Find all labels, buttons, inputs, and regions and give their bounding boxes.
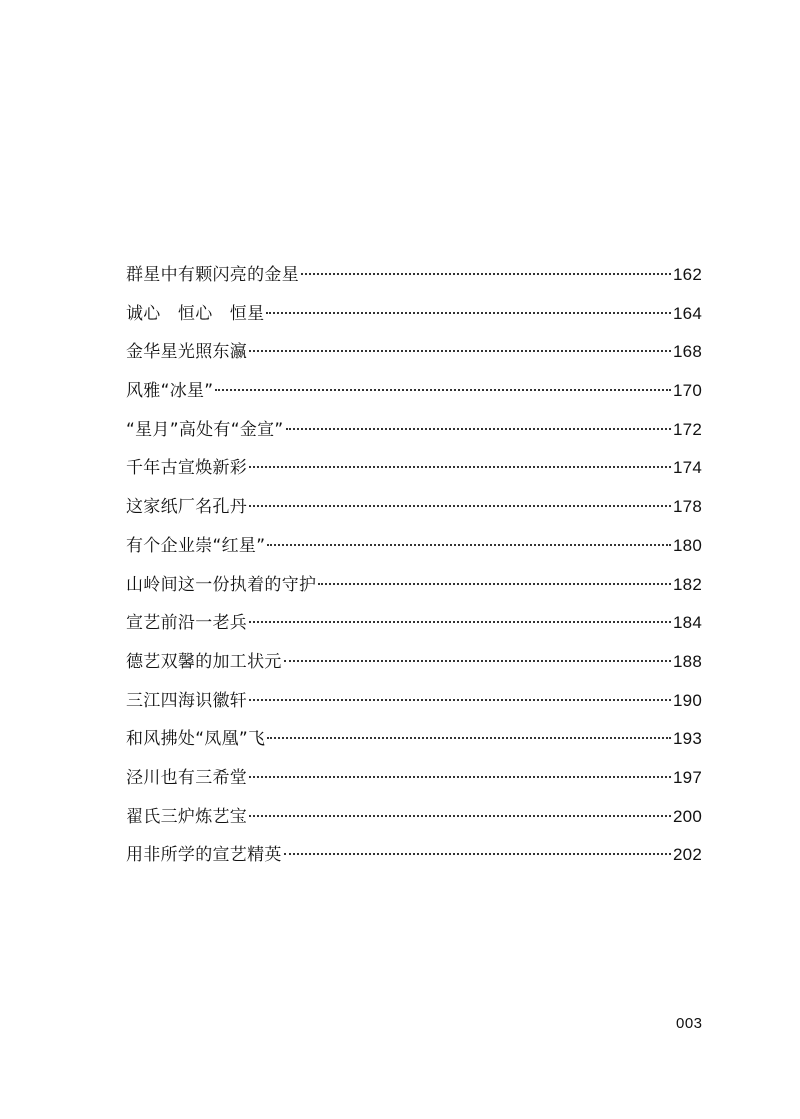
toc-entry[interactable]: [126, 836, 702, 875]
toc-dot-leader: [267, 544, 671, 546]
toc-dot-leader: [249, 466, 671, 468]
toc-entry-title: 泾川也有三希堂: [126, 767, 248, 788]
toc-entry-page: 190: [673, 690, 702, 710]
toc-entry-title: 诚心 恒心 恒星: [126, 303, 265, 324]
toc-entry-page: 164: [673, 303, 702, 323]
toc-entry-page: 193: [673, 729, 702, 749]
toc-entry[interactable]: [126, 604, 702, 643]
toc-dot-leader: [301, 273, 671, 275]
toc-dot-leader: [318, 583, 671, 585]
toc-entry[interactable]: [126, 488, 702, 527]
toc-entry-title: 有个企业崇“红星”: [126, 535, 266, 556]
page-number: 003: [676, 1015, 703, 1032]
toc-entry-page: 178: [673, 497, 702, 517]
toc-entry-title: 宣艺前沿一老兵: [126, 613, 248, 634]
toc-entry-page: 180: [673, 535, 702, 555]
toc-entry[interactable]: [126, 333, 702, 372]
table-of-contents: [126, 256, 702, 875]
toc-dot-leader: [215, 389, 671, 391]
toc-dot-leader: [249, 621, 671, 623]
toc-entry-title: 千年古宣焕新彩: [126, 458, 248, 479]
toc-dot-leader: [249, 505, 671, 507]
toc-entry-page: 162: [673, 265, 702, 284]
toc-entry-title: 这家纸厂名孔丹: [126, 497, 248, 518]
toc-entry-page: 172: [673, 419, 702, 439]
toc-entry[interactable]: [126, 295, 702, 334]
toc-entry[interactable]: [126, 682, 702, 721]
toc-entry-title: “星月”高处有“金宣”: [126, 419, 284, 440]
toc-entry-page: 168: [673, 342, 702, 362]
toc-dot-leader: [249, 699, 671, 701]
toc-entry-title: 用非所学的宣艺精英: [126, 845, 282, 866]
toc-dot-leader: [267, 737, 671, 739]
toc-entry[interactable]: [126, 256, 702, 295]
toc-entry-page: 174: [673, 458, 702, 478]
toc-dot-leader: [284, 853, 671, 855]
toc-dot-leader: [249, 776, 671, 778]
toc-entry-title: 金华星光照东瀛: [126, 342, 248, 363]
toc-entry[interactable]: [126, 411, 702, 450]
toc-entry-page: 197: [673, 767, 702, 787]
toc-entry-page: 202: [673, 845, 702, 865]
toc-dot-leader: [249, 815, 671, 817]
toc-entry-title: 和风拂处“凤凰”飞: [126, 729, 266, 750]
toc-entry-title: 三江四海识徽轩: [126, 690, 248, 711]
toc-entry[interactable]: [126, 566, 702, 605]
toc-entry[interactable]: [126, 798, 702, 837]
toc-dot-leader: [284, 660, 671, 662]
toc-entry-page: 184: [673, 613, 702, 633]
toc-entry[interactable]: [126, 643, 702, 682]
toc-entry-title: 翟氏三炉炼艺宝: [126, 806, 248, 827]
toc-entry[interactable]: [126, 759, 702, 798]
toc-dot-leader: [249, 350, 671, 352]
toc-entry-page: 170: [673, 381, 702, 401]
toc-entry-title: 群星中有颗闪亮的金星: [126, 265, 299, 285]
toc-entry-page: 182: [673, 574, 702, 594]
toc-entry[interactable]: [126, 449, 702, 488]
toc-dot-leader: [266, 312, 671, 314]
toc-entry-title: 风雅“冰星”: [126, 381, 214, 402]
toc-entry[interactable]: [126, 372, 702, 411]
toc-entry-page: 200: [673, 806, 702, 826]
toc-entry-page: 188: [673, 651, 702, 671]
toc-entry[interactable]: [126, 527, 702, 566]
toc-entry[interactable]: [126, 720, 702, 759]
toc-dot-leader: [286, 428, 672, 430]
toc-entry-title: 德艺双馨的加工状元: [126, 651, 282, 672]
toc-entry-title: 山岭间这一份执着的守护: [126, 574, 317, 595]
